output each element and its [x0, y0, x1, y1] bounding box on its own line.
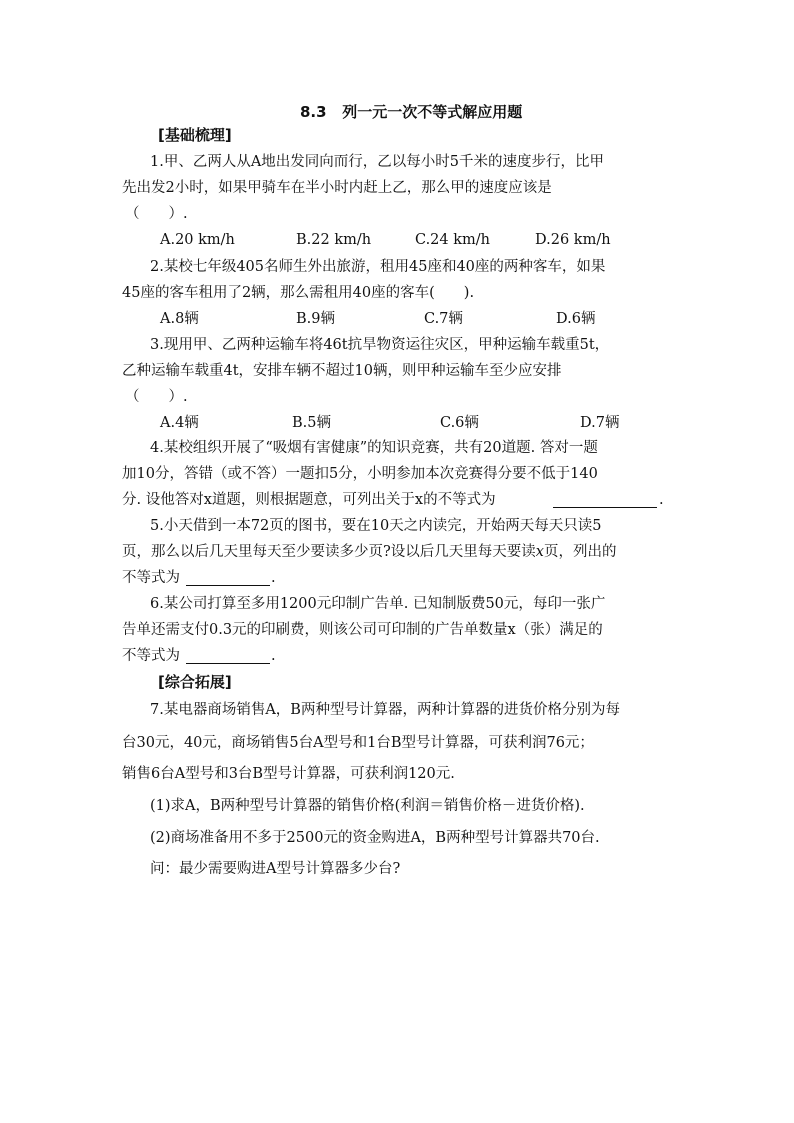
q2-option-a: A.8辆 — [160, 311, 199, 327]
q7-part1: (1)求A，B两种型号计算器的销售价格(利润＝销售价格－进货价格). — [150, 798, 585, 814]
q5-answer-blank[interactable] — [186, 585, 270, 586]
q1-line1: 1.甲、乙两人从A地出发同向而行，乙以每小时5千米的速度步行，比甲 — [150, 154, 605, 170]
q6-line1: 6.某公司打算至多用1200元印制广告单. 已知制版费50元，每印一张广 — [150, 596, 606, 612]
q5-line1: 5.小天借到一本72页的图书，要在10天之内读完，开始两天每天只读5 — [150, 518, 602, 534]
q1-option-c: C.24 km/h — [415, 232, 491, 248]
q4-line1: 4.某校组织开展了“吸烟有害健康”的知识竞赛，共有20道题. 答对一题 — [150, 440, 598, 456]
q6-end-period: . — [271, 648, 276, 664]
q7-line1: 7.某电器商场销售A，B两种型号计算器，两种计算器的进货价格分别为每 — [150, 702, 620, 718]
q1-option-a: A.20 km/h — [160, 232, 235, 248]
q3-option-c: C.6辆 — [440, 415, 479, 431]
q5-variable-x: x — [535, 544, 544, 560]
page-title: 8.3 列一元一次不等式解应用题 — [300, 103, 523, 121]
q3-line2: 乙种运输车载重4t，安排车辆不超过10辆，则甲种运输车至少应安排 — [122, 363, 562, 379]
q7-line3: 销售6台A型号和3台B型号计算器，可获利润120元. — [122, 766, 455, 782]
q6-line3: 不等式为 — [122, 648, 180, 664]
q3-option-a: A.4辆 — [160, 415, 199, 431]
section-extended: [综合拓展] — [158, 673, 232, 691]
q3-option-d: D.7辆 — [580, 415, 620, 431]
q4-line3: 分. 设他答对x道题，则根据题意，可列出关于x的不等式为 — [122, 492, 496, 508]
q7-part2: (2)商场准备用不多于2500元的资金购进A，B两种型号计算器共70台. — [150, 830, 600, 846]
q3-line1: 3.现用甲、乙两种运输车将46t抗旱物资运往灾区，甲种运输车载重5t， — [150, 337, 610, 353]
q5-line2-text: 页，那么以后几天里每天至少要读多少页?设以后几天里每天要读 — [122, 544, 536, 560]
q1-option-b: B.22 km/h — [296, 232, 372, 248]
q2-line1: 2.某校七年级405名师生外出旅游，租用45座和40座的两种客车，如果 — [150, 259, 606, 275]
q3-line3: （ ）. — [125, 389, 188, 405]
q1-line3: （ ）. — [125, 206, 188, 222]
q3-option-b: B.5辆 — [292, 415, 331, 431]
section-basic: [基础梳理] — [158, 126, 232, 144]
q1-option-d: D.26 km/h — [535, 232, 611, 248]
q6-line2: 告单还需支付0.3元的印刷费，则该公司可印制的广告单数量x（张）满足的 — [122, 622, 603, 638]
q7-part2-question: 问：最少需要购进A型号计算器多少台? — [150, 861, 401, 877]
q2-line2: 45座的客车租用了2辆，那么需租用40座的客车( ). — [122, 285, 475, 301]
q7-line2: 台30元，40元，商场销售5台A型号和1台B型号计算器，可获利润76元； — [122, 735, 594, 751]
q6-answer-blank[interactable] — [186, 663, 270, 664]
q4-end-period: . — [659, 492, 664, 508]
q2-option-c: C.7辆 — [424, 311, 463, 327]
q2-option-d: D.6辆 — [556, 311, 596, 327]
q4-answer-blank[interactable] — [553, 507, 657, 508]
q4-line2: 加10分，答错（或不答）一题扣5分，小明参加本次竞赛得分要不低于140 — [122, 466, 598, 482]
q5-line2-text-end: 页，列出的 — [543, 544, 617, 560]
q5-line3: 不等式为 — [122, 570, 180, 586]
q2-option-b: B.9辆 — [296, 311, 335, 327]
q5-line2 — [122, 542, 616, 562]
q5-end-period: . — [271, 570, 276, 586]
q1-line2: 先出发2小时，如果甲骑车在半小时内赶上乙，那么甲的速度应该是 — [122, 180, 552, 196]
